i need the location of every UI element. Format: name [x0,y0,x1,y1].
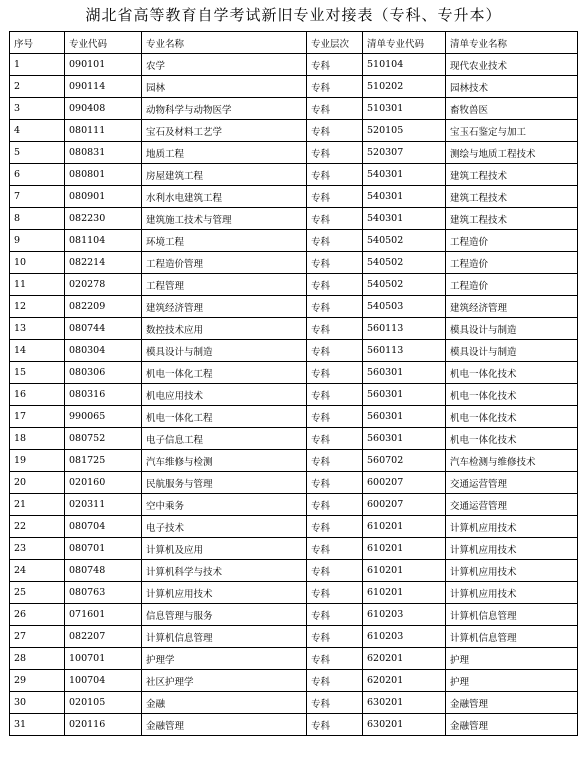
cell-major-code: 080744 [65,318,142,340]
cell-level: 专科 [307,296,363,318]
cell-major-code: 080752 [65,428,142,450]
cell-list-code: 520307 [363,142,446,164]
cell-major-name: 园林 [142,76,307,98]
cell-list-code: 540502 [363,230,446,252]
cell-index: 22 [10,516,65,538]
cell-index: 9 [10,230,65,252]
cell-major-code: 081725 [65,450,142,472]
table-row [10,296,578,318]
cell-level: 专科 [307,692,363,714]
cell-major-code: 080901 [65,186,142,208]
cell-list-code: 560702 [363,450,446,472]
cell-list-code: 610201 [363,560,446,582]
cell-major-code: 080304 [65,340,142,362]
cell-major-name: 社区护理学 [142,670,307,692]
cell-index: 7 [10,186,65,208]
cell-level: 专科 [307,318,363,340]
cell-list-code: 610201 [363,516,446,538]
table-row [10,692,578,714]
cell-list-name: 金融管理 [446,692,578,714]
cell-major-code: 080704 [65,516,142,538]
cell-index: 25 [10,582,65,604]
cell-index: 1 [10,54,65,76]
cell-major-code: 082207 [65,626,142,648]
header-major-name: 专业名称 [142,32,307,54]
table-row [10,494,578,516]
table-row [10,98,578,120]
cell-index: 6 [10,164,65,186]
cell-index: 19 [10,450,65,472]
cell-major-code: 080748 [65,560,142,582]
cell-major-code: 020105 [65,692,142,714]
cell-list-name: 计算机应用技术 [446,538,578,560]
cell-index: 30 [10,692,65,714]
table-row [10,362,578,384]
cell-index: 12 [10,296,65,318]
cell-list-code: 510202 [363,76,446,98]
cell-level: 专科 [307,98,363,120]
cell-list-name: 现代农业技术 [446,54,578,76]
cell-level: 专科 [307,538,363,560]
cell-list-name: 计算机应用技术 [446,582,578,604]
cell-index: 18 [10,428,65,450]
cell-level: 专科 [307,582,363,604]
cell-level: 专科 [307,670,363,692]
cell-major-code: 082230 [65,208,142,230]
cell-major-code: 020278 [65,274,142,296]
cell-list-name: 模具设计与制造 [446,340,578,362]
cell-major-code: 082209 [65,296,142,318]
cell-major-name: 宝石及材料工艺学 [142,120,307,142]
cell-major-name: 民航服务与管理 [142,472,307,494]
cell-major-code: 080701 [65,538,142,560]
cell-list-name: 汽车检测与维修技术 [446,450,578,472]
cell-major-name: 计算机信息管理 [142,626,307,648]
table-row [10,120,578,142]
cell-major-code: 071601 [65,604,142,626]
cell-list-name: 计算机信息管理 [446,626,578,648]
header-major-code: 专业代码 [65,32,142,54]
cell-list-code: 520105 [363,120,446,142]
table-row [10,318,578,340]
cell-level: 专科 [307,208,363,230]
cell-list-code: 610203 [363,626,446,648]
cell-list-code: 610203 [363,604,446,626]
cell-major-name: 信息管理与服务 [142,604,307,626]
cell-major-name: 金融管理 [142,714,307,736]
cell-list-code: 540301 [363,186,446,208]
cell-major-code: 080316 [65,384,142,406]
cell-list-code: 610201 [363,538,446,560]
cell-major-code: 082214 [65,252,142,274]
table-row [10,340,578,362]
cell-index: 20 [10,472,65,494]
major-mapping-table [9,31,578,736]
cell-level: 专科 [307,384,363,406]
header-list-code: 清单专业代码 [363,32,446,54]
table-row [10,450,578,472]
cell-level: 专科 [307,76,363,98]
cell-list-code: 560113 [363,340,446,362]
table-header-row [10,32,578,54]
cell-major-code: 080801 [65,164,142,186]
table-row [10,670,578,692]
cell-index: 26 [10,604,65,626]
cell-major-name: 汽车维修与检测 [142,450,307,472]
cell-index: 29 [10,670,65,692]
cell-major-code: 080306 [65,362,142,384]
cell-level: 专科 [307,428,363,450]
table-row [10,714,578,736]
cell-index: 21 [10,494,65,516]
cell-list-name: 机电一体化技术 [446,428,578,450]
table-row [10,54,578,76]
cell-major-code: 081104 [65,230,142,252]
cell-list-name: 计算机应用技术 [446,516,578,538]
cell-level: 专科 [307,142,363,164]
cell-index: 27 [10,626,65,648]
cell-index: 24 [10,560,65,582]
cell-index: 2 [10,76,65,98]
cell-major-code: 090408 [65,98,142,120]
table-row [10,516,578,538]
cell-level: 专科 [307,604,363,626]
cell-index: 17 [10,406,65,428]
cell-major-name: 机电应用技术 [142,384,307,406]
cell-major-code: 080111 [65,120,142,142]
table-row [10,626,578,648]
cell-level: 专科 [307,472,363,494]
cell-major-name: 数控技术应用 [142,318,307,340]
cell-list-name: 宝玉石鉴定与加工 [446,120,578,142]
cell-list-name: 建筑工程技术 [446,186,578,208]
cell-major-name: 电子技术 [142,516,307,538]
cell-list-code: 560301 [363,384,446,406]
cell-level: 专科 [307,362,363,384]
cell-level: 专科 [307,252,363,274]
cell-index: 31 [10,714,65,736]
table-row [10,76,578,98]
cell-level: 专科 [307,560,363,582]
cell-list-code: 540503 [363,296,446,318]
cell-major-name: 计算机应用技术 [142,582,307,604]
document-title: 湖北省高等教育自学考试新旧专业对接表（专科、专升本） [85,6,502,24]
table-row [10,142,578,164]
cell-list-code: 560301 [363,428,446,450]
cell-level: 专科 [307,164,363,186]
cell-level: 专科 [307,516,363,538]
cell-index: 14 [10,340,65,362]
cell-major-name: 护理学 [142,648,307,670]
cell-major-name: 金融 [142,692,307,714]
cell-major-code: 090101 [65,54,142,76]
table-row [10,230,578,252]
cell-list-code: 510104 [363,54,446,76]
cell-list-name: 机电一体化技术 [446,362,578,384]
cell-list-name: 园林技术 [446,76,578,98]
table-row [10,252,578,274]
cell-list-name: 计算机应用技术 [446,560,578,582]
cell-major-name: 地质工程 [142,142,307,164]
cell-list-code: 600207 [363,472,446,494]
cell-index: 23 [10,538,65,560]
cell-major-name: 电子信息工程 [142,428,307,450]
table-row [10,582,578,604]
cell-major-code: 080831 [65,142,142,164]
cell-list-name: 交通运营管理 [446,494,578,516]
cell-major-code: 100704 [65,670,142,692]
cell-list-code: 560301 [363,406,446,428]
cell-index: 5 [10,142,65,164]
table-row [10,208,578,230]
cell-list-code: 540502 [363,252,446,274]
cell-list-name: 建筑工程技术 [446,164,578,186]
table-row [10,384,578,406]
cell-list-code: 630201 [363,692,446,714]
cell-index: 8 [10,208,65,230]
cell-level: 专科 [307,340,363,362]
cell-level: 专科 [307,648,363,670]
cell-list-name: 工程造价 [446,274,578,296]
cell-list-name: 畜牧兽医 [446,98,578,120]
cell-index: 3 [10,98,65,120]
cell-level: 专科 [307,186,363,208]
cell-index: 11 [10,274,65,296]
cell-list-name: 工程造价 [446,252,578,274]
cell-list-name: 计算机信息管理 [446,604,578,626]
cell-level: 专科 [307,54,363,76]
cell-major-name: 模具设计与制造 [142,340,307,362]
table-row [10,560,578,582]
cell-major-name: 水利水电建筑工程 [142,186,307,208]
cell-list-code: 510301 [363,98,446,120]
cell-level: 专科 [307,494,363,516]
table-row [10,186,578,208]
cell-major-name: 动物科学与动物医学 [142,98,307,120]
cell-list-code: 630201 [363,714,446,736]
cell-major-name: 计算机科学与技术 [142,560,307,582]
cell-major-code: 080763 [65,582,142,604]
cell-index: 16 [10,384,65,406]
cell-major-name: 环境工程 [142,230,307,252]
table-row [10,648,578,670]
cell-list-name: 机电一体化技术 [446,384,578,406]
cell-list-name: 护理 [446,670,578,692]
cell-major-name: 机电一体化工程 [142,406,307,428]
cell-major-code: 100701 [65,648,142,670]
cell-list-name: 模具设计与制造 [446,318,578,340]
cell-major-name: 建筑经济管理 [142,296,307,318]
cell-major-code: 020160 [65,472,142,494]
cell-list-code: 540502 [363,274,446,296]
cell-level: 专科 [307,714,363,736]
cell-major-name: 农学 [142,54,307,76]
header-level: 专业层次 [307,32,363,54]
table-body [10,54,578,736]
cell-list-code: 620201 [363,670,446,692]
cell-list-code: 540301 [363,164,446,186]
cell-major-code: 990065 [65,406,142,428]
cell-major-name: 空中乘务 [142,494,307,516]
cell-list-name: 金融管理 [446,714,578,736]
cell-level: 专科 [307,450,363,472]
cell-list-name: 建筑工程技术 [446,208,578,230]
cell-major-code: 020311 [65,494,142,516]
table-row [10,604,578,626]
cell-list-name: 建筑经济管理 [446,296,578,318]
cell-major-name: 计算机及应用 [142,538,307,560]
cell-list-code: 600207 [363,494,446,516]
cell-index: 15 [10,362,65,384]
cell-list-code: 620201 [363,648,446,670]
header-index: 序号 [10,32,65,54]
cell-list-name: 交通运营管理 [446,472,578,494]
header-list-name: 清单专业名称 [446,32,578,54]
cell-list-code: 610201 [363,582,446,604]
cell-level: 专科 [307,120,363,142]
table-row [10,406,578,428]
table-row [10,538,578,560]
cell-list-code: 560301 [363,362,446,384]
cell-major-name: 机电一体化工程 [142,362,307,384]
cell-major-name: 工程造价管理 [142,252,307,274]
cell-major-name: 工程管理 [142,274,307,296]
cell-list-name: 测绘与地质工程技术 [446,142,578,164]
cell-major-code: 020116 [65,714,142,736]
cell-major-name: 房屋建筑工程 [142,164,307,186]
cell-list-code: 560113 [363,318,446,340]
cell-level: 专科 [307,406,363,428]
table-row [10,274,578,296]
table-row [10,472,578,494]
cell-level: 专科 [307,230,363,252]
table-row [10,428,578,450]
cell-index: 28 [10,648,65,670]
cell-list-name: 工程造价 [446,230,578,252]
cell-list-name: 机电一体化技术 [446,406,578,428]
cell-index: 10 [10,252,65,274]
cell-level: 专科 [307,626,363,648]
cell-major-name: 建筑施工技术与管理 [142,208,307,230]
table-row [10,164,578,186]
cell-index: 4 [10,120,65,142]
cell-index: 13 [10,318,65,340]
cell-list-name: 护理 [446,648,578,670]
cell-major-code: 090114 [65,76,142,98]
cell-level: 专科 [307,274,363,296]
cell-list-code: 540301 [363,208,446,230]
